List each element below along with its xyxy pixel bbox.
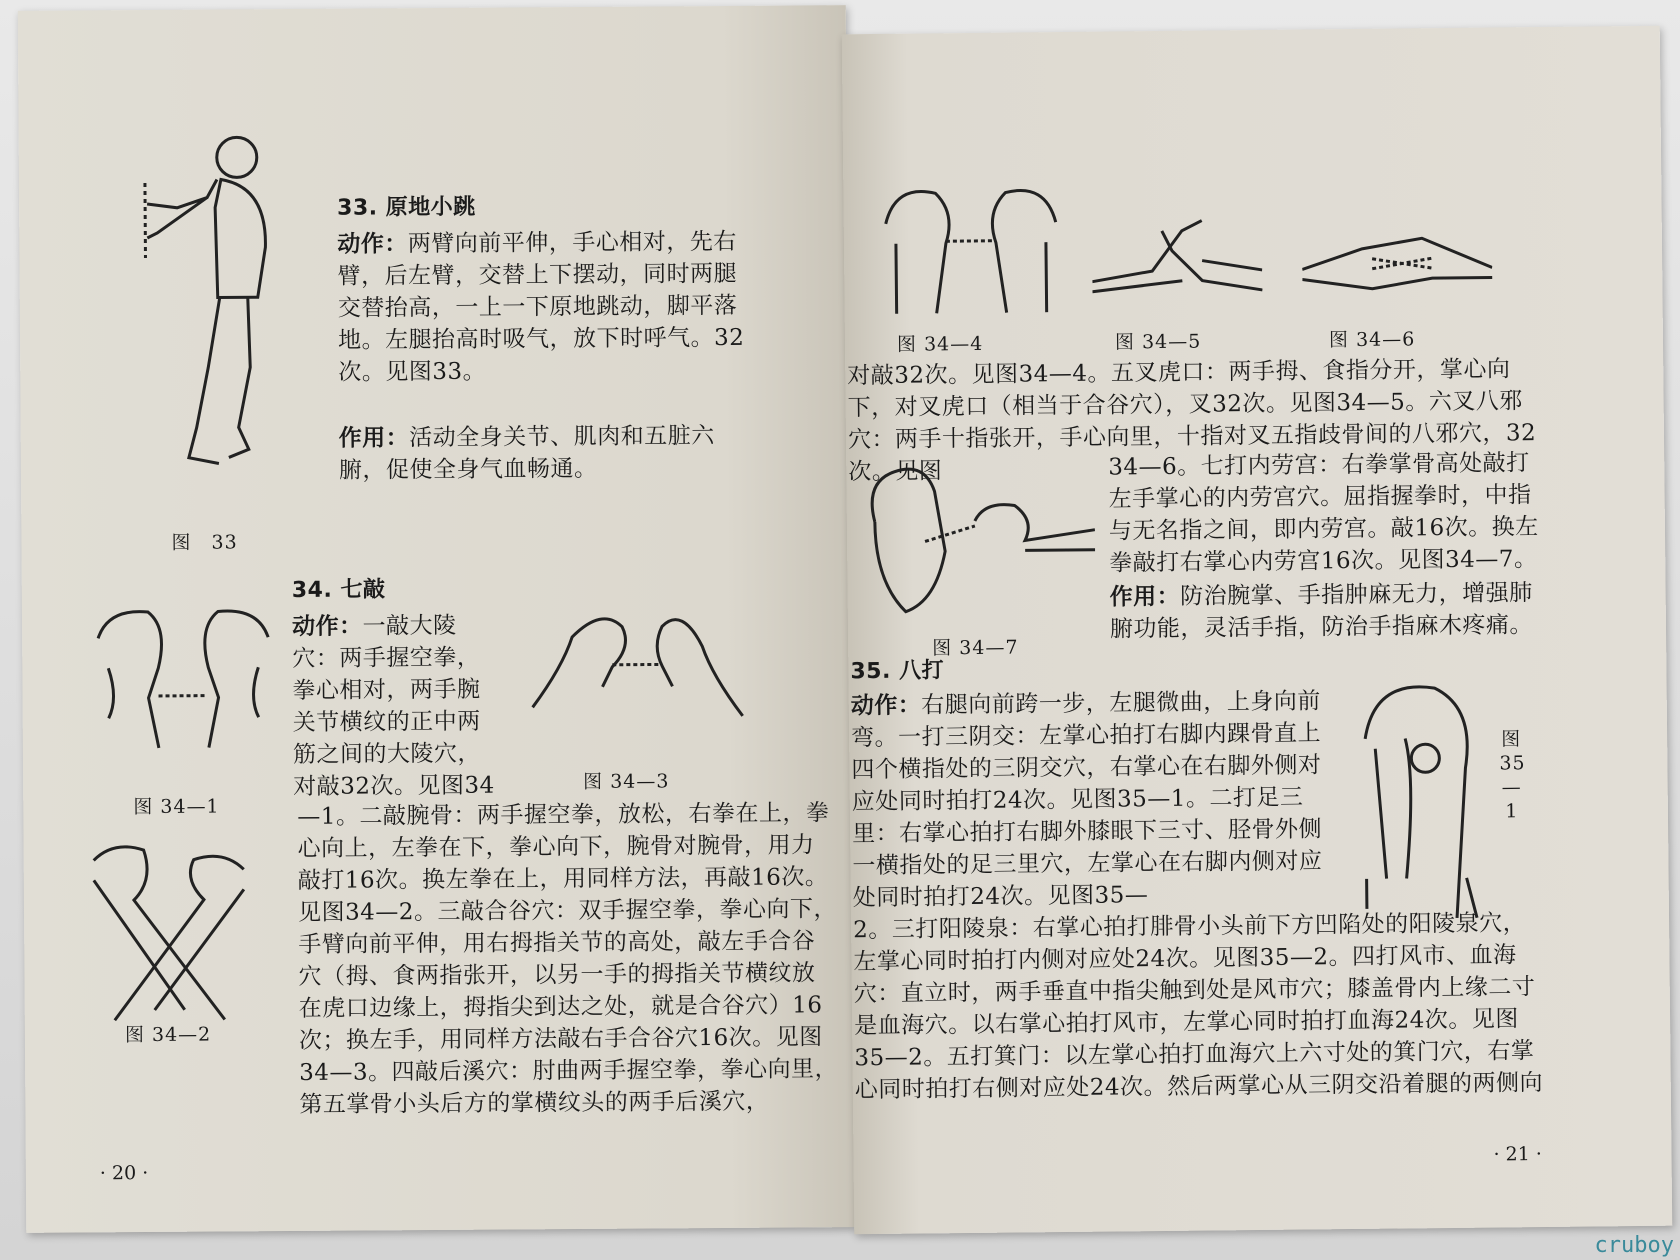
section-35-title: 35. 八打 [850,658,945,685]
figure-34-5-illustration [1092,210,1263,302]
section-34-title: 34. 七敲 [291,577,386,604]
figure-35-1-illustration [1345,678,1488,929]
figure-34-6-illustration [1302,228,1493,300]
figure-34-4-illustration [875,182,1066,324]
figure-34-6-caption: 图 34—6 [1328,328,1416,352]
section-33-effect [339,420,759,487]
right-text-top: 对敲32次。见图34—4。五叉虎口：两手拇、食指分开，掌心向下，对叉虎口（相当于合谷穴），叉32次。见图34—5。六叉八邪穴：两手十指张开，手心向里，十指对叉五指歧骨间的八邪穴，32次。见图 [847,356,1537,486]
section-33-action [337,226,758,389]
section-35-action-a [851,685,1341,914]
right-text-mid: 34—6。七打内劳宫：右拳掌骨高处敲打左手掌心的内劳宫穴。屈指握拳时，中指与无名指之间，即内劳宫。敲16次。换左拳敲打右掌心内劳宫16次。见图34—7。 [1108,450,1539,577]
figure-34-2-caption: 图 34—2 [124,1023,212,1047]
section-33-effect-text: 活动全身关节、肌肉和五脏六腑，促使全身气血畅通。 [338,423,715,484]
effect-label: 作用： [338,425,410,452]
figure-34-1-caption: 图 34—1 [133,795,220,819]
figure-34-4-caption: 图 34—4 [896,332,984,356]
figure-34-3-illustration [522,606,753,738]
action-label: 动作： [291,613,363,641]
figure-34-2-illustration [74,839,265,1030]
section-33-title: 33. 原地小跳 [337,194,476,221]
section-34-text-b: —1。二敲腕骨：两手握空拳，放松，右拳在上，拳心向上，左拳在下，拳心向下，腕骨对腕骨，用力敲打16次。换左拳在上，用同样方法，再敲16次。见图34—2。三敲合谷穴：双手握空拳，拳心向下，手臂向前平伸，用右拇指关节的高处，敲左手合谷穴（拇、食两指张开，以另一手的拇指关节横纹放在虎口边缘上，拇指尖到达之处，就是合谷穴）16次；换左手，用同样方法敲右手合谷穴16次。见图34—3。四敲后溪穴：肘曲两手握空拳，拳心向里，第五掌骨小头后方的掌横纹头的两手后溪穴， [297,800,839,1118]
section-34-text-b-wrap [297,797,839,1121]
section-35-text-b: 2。三打阳陵泉：右掌心拍打腓骨小头前下方凹陷处的阳陵泉穴，左掌心同时拍打内侧对应处24次。见图35—2。四打风市、血海穴：直立时，两手垂直中指尖触到处是风市穴；膝盖骨内上缘二寸是血海穴。以右掌心拍打风市，左掌心同时拍打血海24次。见图35—2。五打箕门：以左掌心拍打血海穴上六寸处的箕门穴，右掌心同时拍打右侧对应处24次。然后两掌心从三阴交沿着腿的两侧向 [852,910,1544,1104]
action-label: 动作： [337,231,408,258]
figure-33-illustration [137,127,310,488]
section-35-text-a: 右腿向前跨一步，左腿微曲，上身向前弯。一打三阴交：左掌心拍打右脚内踝骨直上四个横指处的三阴交穴，右掌心在右脚外侧对应处同时拍打24次。见图35—1。二打足三里：右掌心拍打右脚外膝眼下三寸、胫骨外侧一横指处的足三里穴，左掌心在右脚内侧对应处同时拍打24次。见图35— [850,688,1323,912]
right-effect-text: 防治腕掌、手指肿麻无力，增强肺腑功能，灵活手指，防治手指麻木疼痛。 [1109,580,1534,643]
action-label: 动作： [850,692,922,720]
figure-34-7-caption: 图 34—7 [932,636,1019,660]
right-effect [1109,577,1540,645]
figure-34-7-illustration [854,460,1096,623]
watermark: cruboy [1594,1233,1674,1258]
figure-33-caption: 图 33 [171,531,238,554]
figure-34-5-caption: 图 34—5 [1114,330,1202,354]
section-34-action-a [292,610,499,803]
figure-35-1-caption: 图 35 — 1 [1499,728,1526,823]
effect-label: 作用： [1109,583,1181,611]
page-number: · 21 · [1493,1143,1542,1166]
section-34-text-a: 一敲大陵穴：两手握空拳，拳心相对，两手腕关节横纹的正中两筋之间的大陵穴，对敲32次。见图34 [292,612,495,801]
left-page [18,5,855,1233]
figure-34-3-caption: 图 34—3 [583,770,670,793]
right-page [842,26,1673,1235]
page-number: · 20 · [99,1162,149,1185]
section-33-action-text: 两臂向前平伸，手心相对，先右臂，后左臂，交替上下摆动，同时两腿交替抬高，一上一下原地跳动，脚平落地。左腿抬高时吸气，放下时呼气。32次。见图33。 [337,228,745,386]
figure-34-1-illustration [88,597,279,768]
